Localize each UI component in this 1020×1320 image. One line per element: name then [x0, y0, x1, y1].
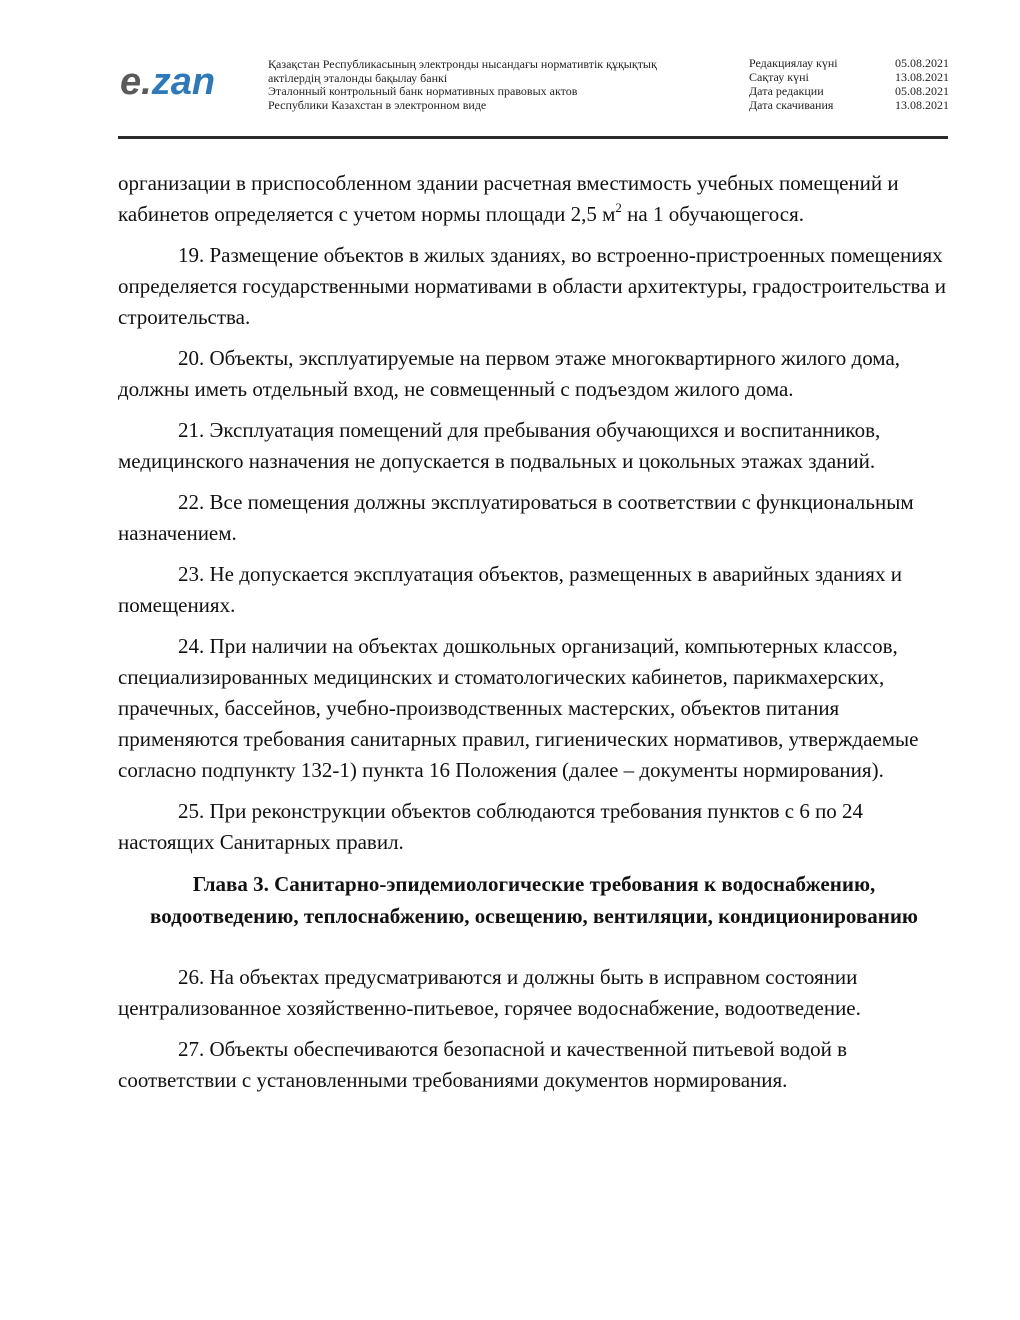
paragraph-19: 19. Размещение объектов в жилых зданиях, во встроенно-пристроенных помещениях определяется государственными нормативами в области архитектуры, градостроительства и строительства. [118, 243, 946, 329]
header-description [268, 58, 728, 112]
meta-label: Дата скачивания [749, 98, 834, 112]
meta-value: 13.08.2021 [895, 98, 949, 112]
meta-row-save-date-kz [749, 70, 949, 84]
meta-row-edit-date-ru [749, 84, 949, 98]
paragraph-24: 24. При наличии на объектах дошкольных организаций, компьютерных классов, специализированных медицинских и стоматологических кабинетов, парикмахерских, прачечных, бассейнов, учебно-производственных мастерских, объектов питания применяются требования санитарных правил, гигиенических нормативов, утверждаемые согласно подпункту 132-1) пункта 16 Положения (далее – документы нормирования). [118, 634, 919, 782]
meta-label: Дата редакции [749, 84, 824, 98]
ezan-logo [120, 62, 215, 102]
chapter-heading: Глава 3. Санитарно-эпидемиологические требования к водоснабжению, водоотведению, теплоснабжению, освещению, вентиляции, кондиционированию [150, 872, 918, 928]
paragraph-27: 27. Объекты обеспечиваются безопасной и качественной питьевой водой в соответствии с установленными требованиями документов нормирования. [118, 1037, 848, 1092]
document-header [118, 52, 948, 139]
paragraph-20: 20. Объекты, эксплуатируемые на первом этаже многоквартирного жилого дома, должны иметь отдельный вход, не совмещенный с подъездом жилого дома. [118, 346, 901, 401]
paragraph-26: 26. На объектах предусматриваются и должны быть в исправном состоянии централизованное хозяйственно-питьевое, горячее водоснабжение, водоотведение. [118, 965, 861, 1020]
logo-dot: . [141, 61, 152, 103]
header-desc-line: Қазақстан Республикасының электронды нысандағы нормативтік құқықтық [268, 57, 657, 71]
logo-zan: zan [151, 61, 216, 103]
paragraph-23: 23. Не допускается эксплуатация объектов, размещенных в аварийных зданиях и помещениях. [118, 562, 902, 617]
meta-value: 05.08.2021 [895, 56, 949, 70]
logo-e: e [120, 61, 142, 103]
paragraph-22: 22. Все помещения должны эксплуатироваться в соответствии с функциональным назначением. [118, 490, 914, 545]
paragraph-21: 21. Эксплуатация помещений для пребывания обучающихся и воспитанников, медицинского назначения не допускается в подвальных и цокольных этажах зданий. [118, 418, 881, 473]
meta-label: Редакциялау күні [749, 56, 838, 70]
superscript-squared: 2 [615, 200, 622, 215]
meta-value: 05.08.2021 [895, 84, 949, 98]
meta-label: Сақтау күні [749, 70, 809, 84]
intro-text-end: на 1 обучающегося. [621, 202, 805, 226]
header-desc-line: актілердің эталонды бақылау банкі [268, 70, 448, 85]
paragraph-intro [118, 168, 950, 230]
meta-row-download-date-ru [749, 98, 949, 112]
meta-value: 13.08.2021 [895, 70, 949, 84]
meta-row-edit-date-kz [749, 56, 949, 70]
intro-text: организации в приспособленном здании расчетная вместимость учебных помещений и кабинетов определяется с учетом нормы площади 2,5 м [118, 171, 899, 226]
header-meta [749, 56, 949, 112]
header-desc-line: Эталонный контрольный банк нормативных правовых актов [268, 84, 578, 98]
document-body [118, 168, 950, 1106]
paragraph-25: 25. При реконструкции объектов соблюдаются требования пунктов с 6 по 24 настоящих Санитарных правил. [118, 799, 864, 854]
header-desc-line: Республики Казахстан в электронном виде [268, 97, 487, 112]
